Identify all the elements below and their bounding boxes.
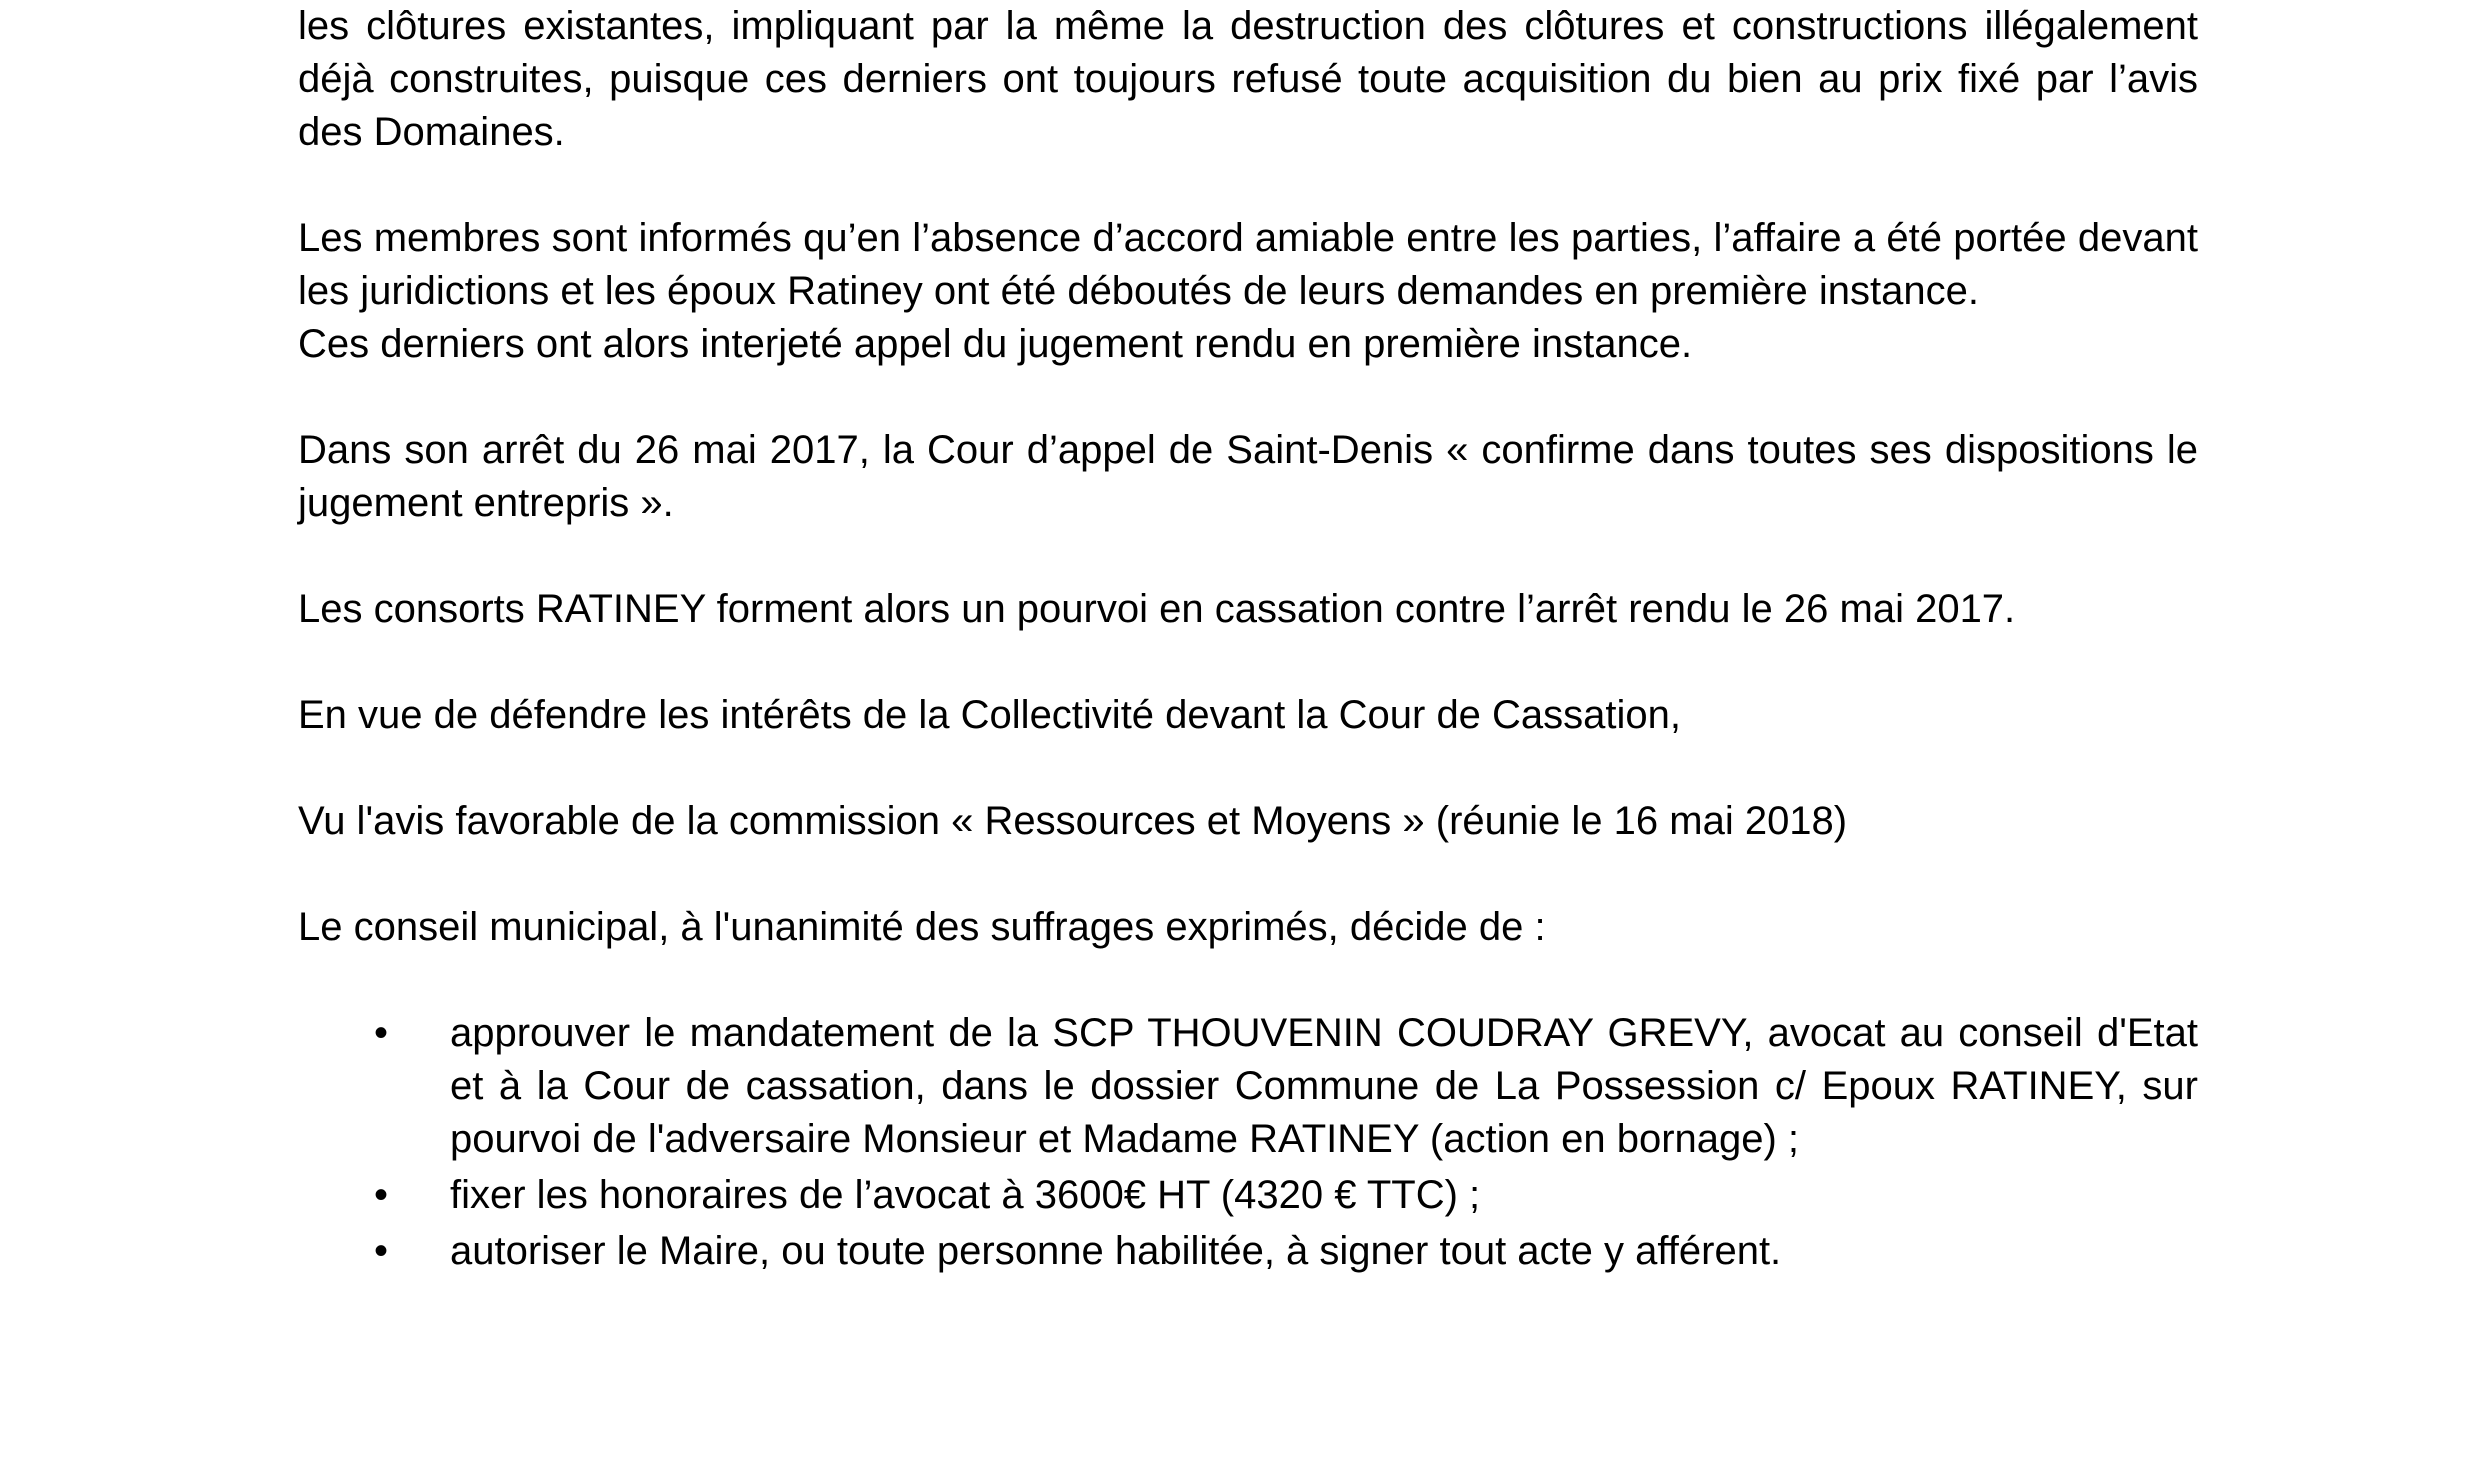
paragraph-avis-commission: Vu l'avis favorable de la commission « Ressources et Moyens » (réunie le 16 mai 2018) — [298, 799, 1848, 843]
paragraph-clotures: les clôtures existantes, impliquant par la même la destruction des clôtures et constructions illégalement déjà construites, puisque ces derniers ont toujours refusé toute acquisition du bien au prix fixé par l’avis des Domaines. — [298, 4, 2198, 154]
decision-list — [298, 1007, 2198, 1278]
paragraph-absence-accord: Les membres sont informés qu’en l’absence d’accord amiable entre les parties, l’affaire a été portée devant les juridictions et les époux Ratiney ont été déboutés de leurs demandes en première instance. — [298, 216, 2198, 313]
paragraph-arret-cour-appel: Dans son arrêt du 26 mai 2017, la Cour d’appel de Saint-Denis « confirme dans toutes ses dispositions le jugement entrepris ». — [298, 428, 2198, 525]
bullet-icon: • — [374, 1173, 389, 1217]
list-item — [298, 1007, 2198, 1166]
bullet-icon: • — [374, 1229, 389, 1273]
list-item-text: autoriser le Maire, ou toute personne habilitée, à signer tout acte y afférent. — [450, 1229, 1782, 1273]
paragraph-appel: Ces derniers ont alors interjeté appel du jugement rendu en première instance. — [298, 322, 1693, 366]
list-item — [298, 1169, 2198, 1222]
document-page — [298, 0, 2198, 1278]
bullet-icon: • — [374, 1011, 389, 1055]
paragraph-decision-conseil: Le conseil municipal, à l'unanimité des suffrages exprimés, décide de : — [298, 905, 1546, 949]
list-item-text: approuver le mandatement de la SCP THOUVENIN COUDRAY GREVY, avocat au conseil d'Etat et à la Cour de cassation, dans le dossier Commune de La Possession c/ Epoux RATINEY, sur pourvoi de l'adversaire Monsieur et Madame RATINEY (action en bornage) ; — [450, 1011, 2198, 1161]
list-item-text: fixer les honoraires de l’avocat à 3600€ HT (4320 € TTC) ; — [450, 1173, 1481, 1217]
paragraph-pourvoi-cassation: Les consorts RATINEY forment alors un pourvoi en cassation contre l’arrêt rendu le 26 mai 2017. — [298, 587, 2016, 631]
paragraph-defendre-interets: En vue de défendre les intérêts de la Collectivité devant la Cour de Cassation, — [298, 693, 1682, 737]
list-item — [298, 1225, 2198, 1278]
